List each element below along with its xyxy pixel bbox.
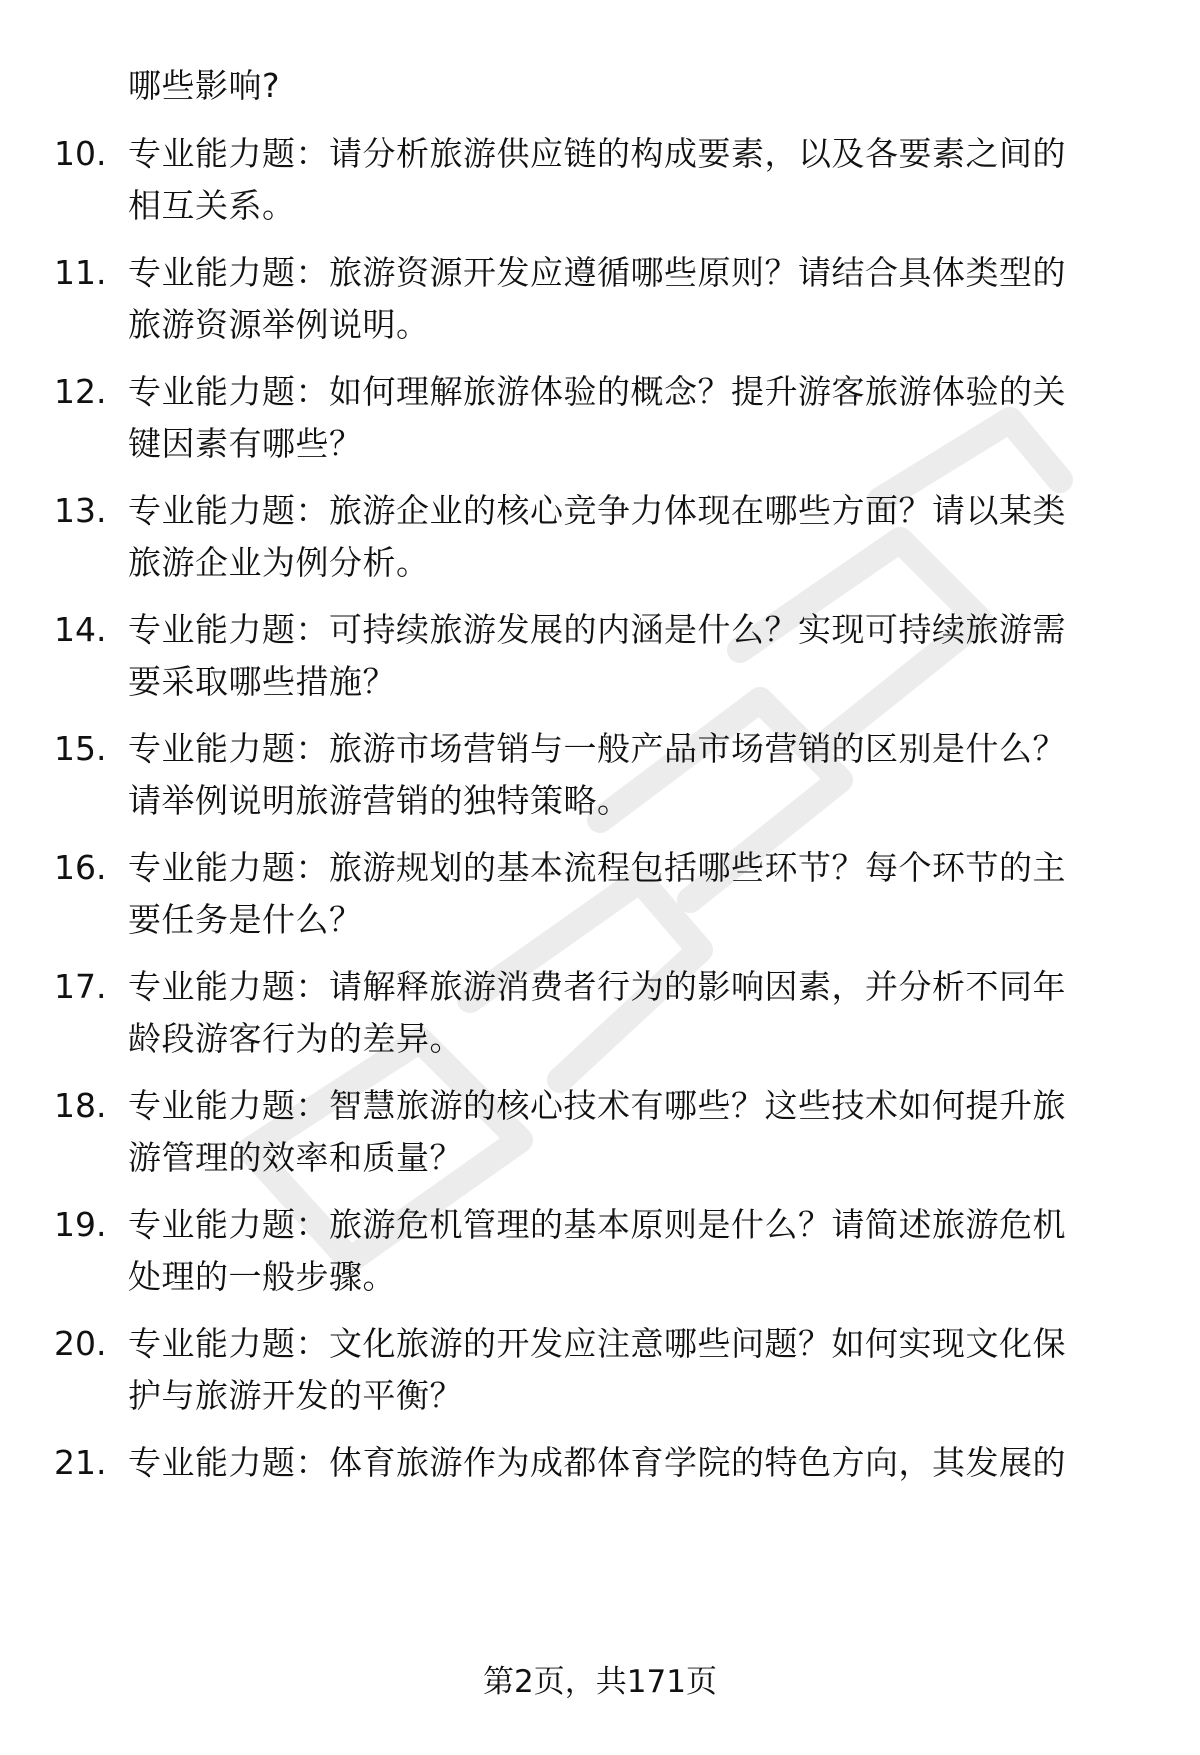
question-line: 专业能力题：旅游企业的核心竞争力体现在哪些方面？请以某类	[128, 491, 1066, 530]
question-line: 专业能力题：旅游规划的基本流程包括哪些环节？每个环节的主	[128, 848, 1066, 887]
question-line: 专业能力题：文化旅游的开发应注意哪些问题？如何实现文化保	[128, 1324, 1066, 1363]
question-line: 专业能力题：旅游危机管理的基本原则是什么？请简述旅游危机	[128, 1205, 1066, 1244]
question-line: 专业能力题：智慧旅游的核心技术有哪些？这些技术如何提升旅	[128, 1086, 1066, 1125]
question-text	[128, 1437, 1138, 1489]
question-line: 龄段游客行为的差异。	[128, 1019, 463, 1058]
question-line: 相互关系。	[128, 186, 296, 225]
question-line: 请举例说明旅游营销的独特策略。	[128, 781, 631, 820]
question-line: 旅游资源举例说明。	[128, 305, 430, 344]
question-text	[128, 961, 1138, 1065]
question-text	[128, 723, 1138, 827]
question-text	[128, 366, 1138, 470]
question-text	[128, 247, 1138, 351]
question-number: 16.	[54, 848, 107, 887]
question-line: 专业能力题：可持续旅游发展的内涵是什么？实现可持续旅游需	[128, 610, 1066, 649]
question-line: 专业能力题：旅游市场营销与一般产品市场营销的区别是什么？	[128, 729, 1066, 768]
question-line: 专业能力题：请解释旅游消费者行为的影响因素，并分析不同年	[128, 967, 1066, 1006]
question-number: 12.	[54, 372, 107, 411]
question-number: 11.	[54, 253, 107, 292]
question-line: 游管理的效率和质量？	[128, 1138, 463, 1177]
question-number: 19.	[54, 1205, 107, 1244]
question-line: 键因素有哪些？	[128, 424, 363, 463]
question-line: 处理的一般步骤。	[128, 1257, 396, 1296]
question-text	[128, 128, 1138, 232]
continuation-text: 哪些影响?	[128, 66, 281, 105]
question-line: 要任务是什么？	[128, 900, 363, 939]
question-line: 专业能力题：体育旅游作为成都体育学院的特色方向，其发展的	[128, 1443, 1066, 1482]
question-number: 18.	[54, 1086, 107, 1125]
question-text	[128, 842, 1138, 946]
question-line: 专业能力题：如何理解旅游体验的概念？提升游客旅游体验的关	[128, 372, 1066, 411]
page-footer: 第2页，共171页	[483, 1664, 717, 1700]
question-line: 要采取哪些措施？	[128, 662, 396, 701]
question-text	[128, 1080, 1138, 1184]
question-text	[128, 1318, 1138, 1422]
question-number: 10.	[54, 134, 107, 173]
question-text	[128, 1199, 1138, 1303]
question-text	[128, 604, 1138, 708]
question-number: 13.	[54, 491, 107, 530]
question-line: 旅游企业为例分析。	[128, 543, 430, 582]
question-line: 护与旅游开发的平衡？	[128, 1376, 463, 1415]
question-number: 17.	[54, 967, 107, 1006]
question-number: 21.	[54, 1443, 107, 1482]
question-number: 15.	[54, 729, 107, 768]
question-number: 20.	[54, 1324, 107, 1363]
question-text	[128, 485, 1138, 589]
question-number: 14.	[54, 610, 107, 649]
question-line: 专业能力题：旅游资源开发应遵循哪些原则？请结合具体类型的	[128, 253, 1066, 292]
question-line: 专业能力题：请分析旅游供应链的构成要素，以及各要素之间的	[128, 134, 1066, 173]
